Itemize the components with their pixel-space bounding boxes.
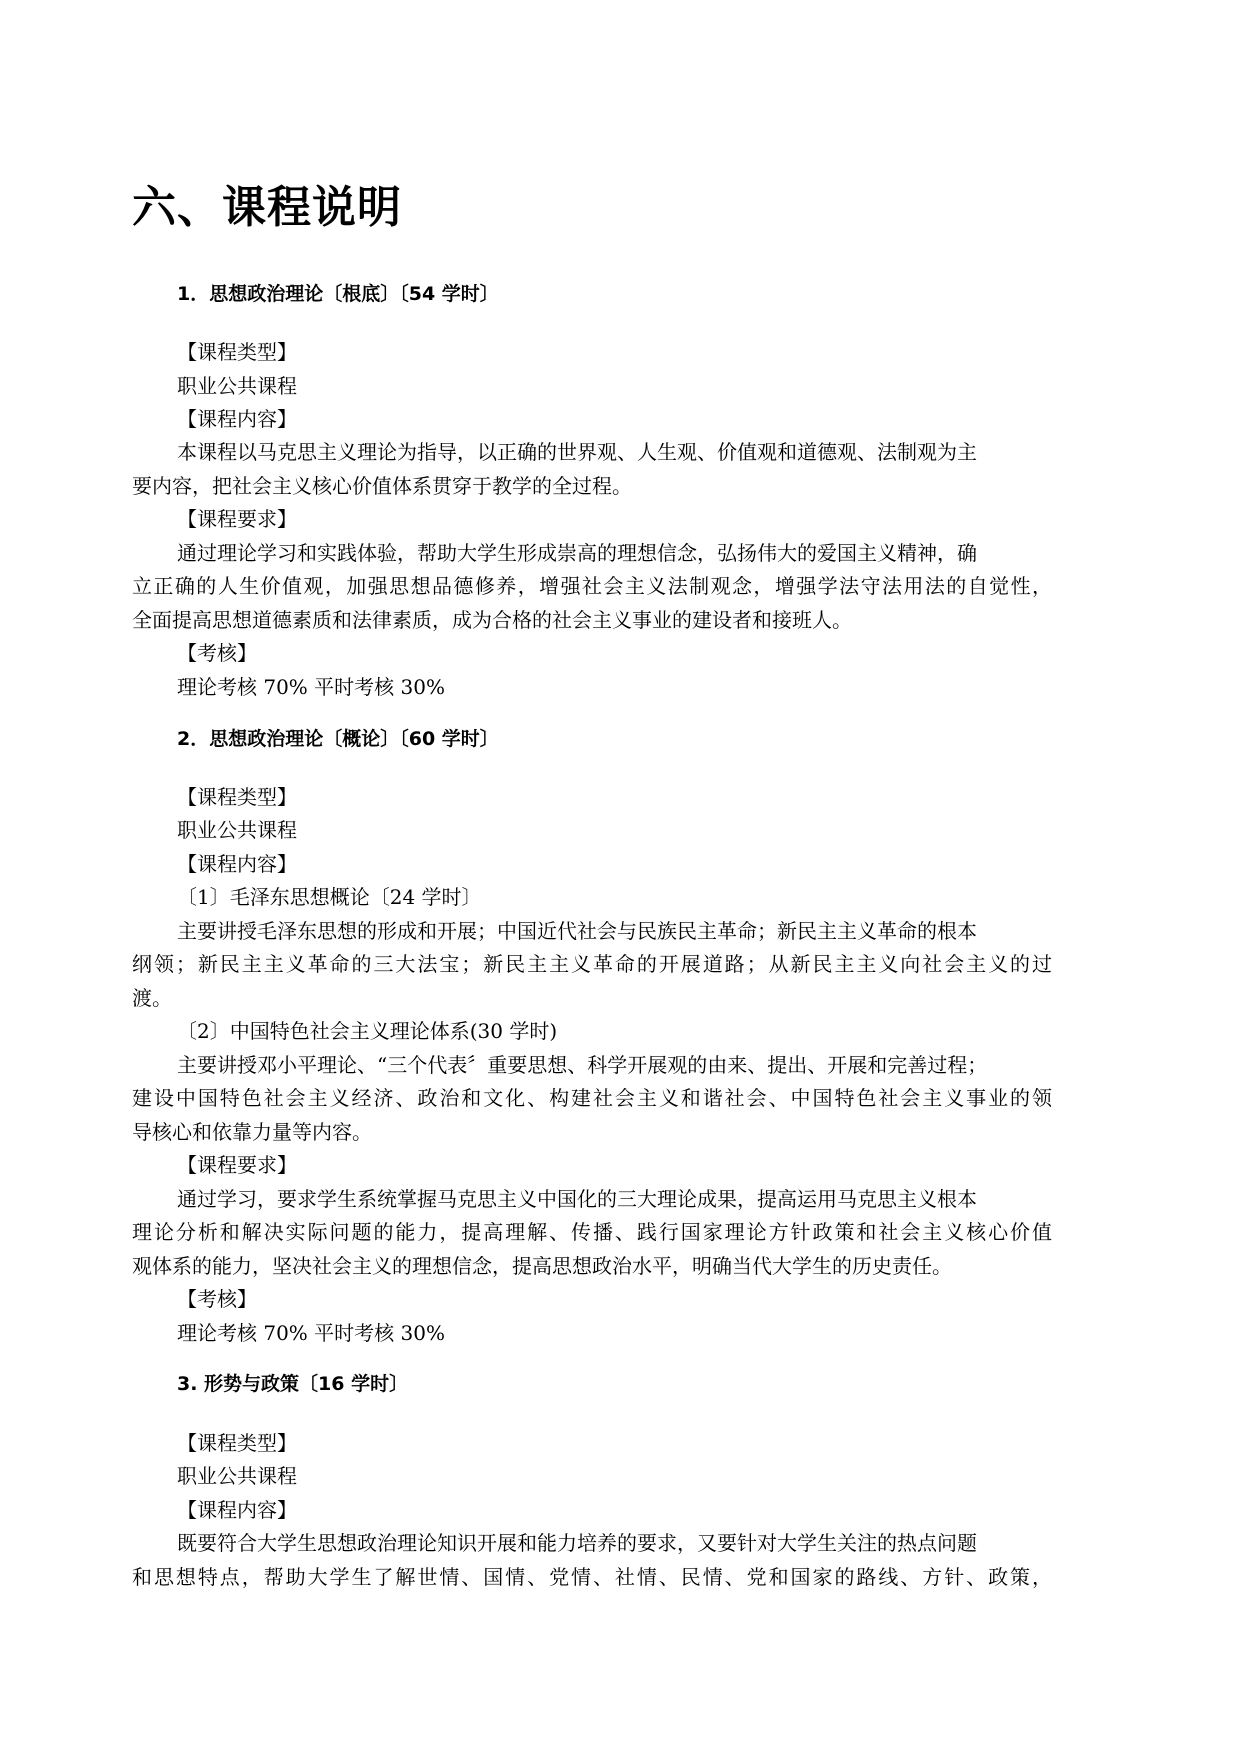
- text-line: 【课程要求】: [177, 507, 297, 531]
- text-line: 【考核】: [177, 641, 257, 665]
- text-line: 主要讲授邓小平理论、“三个代表〞重要思想、科学开展观的由来、提出、开展和完善过程；: [177, 1053, 988, 1077]
- text-line: 理论考核 70% 平时考核 30%: [177, 1321, 445, 1345]
- text-line: 〔1〕毛泽东思想概论〔24 学时〕: [177, 885, 482, 909]
- text-line: 职业公共课程: [177, 1464, 297, 1488]
- page-title: 六、课程说明: [132, 182, 402, 233]
- text-line: 全面提高思想道德素质和法律素质，成为合格的社会主义事业的建设者和接班人。: [132, 608, 852, 632]
- text-line: 理论考核 70% 平时考核 30%: [177, 675, 445, 699]
- text-line: 通过学习，要求学生系统掌握马克思主义中国化的三大理论成果，提高运用马克思主义根本: [177, 1187, 977, 1211]
- text-line: 【课程内容】: [177, 407, 297, 431]
- text-line: 纲领；新民主主义革命的三大法宝；新民主主义革命的开展道路；从新民主主义向社会主义的过: [132, 952, 1052, 976]
- section-heading: 2．思想政治理论〔概论〕〔60 学时〕: [177, 728, 499, 750]
- text-line: 〔2〕中国特色社会主义理论体系(30 学时): [177, 1019, 558, 1043]
- text-line: 【课程内容】: [177, 1498, 297, 1522]
- text-line: 【课程要求】: [177, 1153, 297, 1177]
- text-line: 通过理论学习和实践体验，帮助大学生形成崇高的理想信念，弘扬伟大的爱国主义精神，确: [177, 541, 977, 565]
- text-line: 【课程类型】: [177, 785, 297, 809]
- text-line: 【课程内容】: [177, 852, 297, 876]
- text-line: 导核心和依靠力量等内容。: [132, 1120, 372, 1144]
- text-line: 既要符合大学生思想政治理论知识开展和能力培养的要求，又要针对大学生关注的热点问题: [177, 1531, 977, 1555]
- text-line: 立正确的人生价值观，加强思想品德修养，增强社会主义法制观念，增强学法守法用法的自觉性，: [132, 574, 1052, 598]
- text-line: 【课程类型】: [177, 1431, 297, 1455]
- text-line: 【考核】: [177, 1287, 257, 1311]
- text-line: 理论分析和解决实际问题的能力，提高理解、传播、践行国家理论方针政策和社会主义核心价值: [132, 1220, 1052, 1244]
- text-line: 和思想特点，帮助大学生了解世情、国情、党情、社情、民情、党和国家的路线、方针、政策，: [132, 1565, 1052, 1589]
- text-line: 建设中国特色社会主义经济、政治和文化、构建社会主义和谐社会、中国特色社会主义事业的领: [132, 1086, 1052, 1110]
- section-heading: 3. 形势与政策〔16 学时〕: [177, 1373, 409, 1395]
- text-line: 本课程以马克思主义理论为指导，以正确的世界观、人生观、价值观和道德观、法制观为主: [177, 440, 977, 464]
- text-line: 渡。: [132, 986, 172, 1010]
- text-line: 要内容，把社会主义核心价值体系贯穿于教学的全过程。: [132, 474, 632, 498]
- text-line: 【课程类型】: [177, 340, 297, 364]
- text-line: 观体系的能力，坚决社会主义的理想信念，提高思想政治水平，明确当代大学生的历史责任。: [132, 1254, 952, 1278]
- section-heading: 1．思想政治理论〔根底〕〔54 学时〕: [177, 283, 499, 305]
- text-line: 职业公共课程: [177, 374, 297, 398]
- text-line: 主要讲授毛泽东思想的形成和开展；中国近代社会与民族民主革命；新民主主义革命的根本: [177, 919, 977, 943]
- text-line: 职业公共课程: [177, 818, 297, 842]
